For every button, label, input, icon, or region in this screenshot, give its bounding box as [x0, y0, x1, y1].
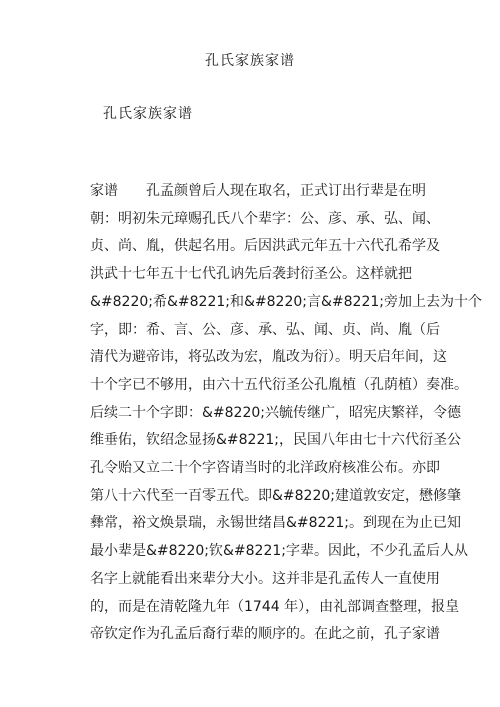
- body-line: 的，而是在清乾隆九年（1744 年），由礼部调查整理，报皇: [90, 598, 460, 615]
- document-title: 孔氏家族家谱: [205, 53, 295, 69]
- body-line: 维垂佑，钦绍念显扬&#8221;，民国八年由七十六代衍圣公: [90, 432, 461, 449]
- body-line: 孔令贻又立二十个字咨请当时的北洋政府核准公布。亦即: [90, 460, 440, 477]
- body-line: 贞、尚、胤，供起名用。后因洪武元年五十六代孔希学及: [90, 238, 440, 255]
- body-line: 第八十六代至一百零五代。即&#8220;建道敦安定，懋修肇: [90, 487, 461, 504]
- document-subtitle: 孔氏家族家谱: [103, 106, 193, 122]
- body-line: 家谱 孔孟颜曾后人现在取名，正式订出行辈是在明: [90, 183, 426, 199]
- body-line: 最小辈是&#8220;钦&#8221;字辈。因此，不少孔孟后人从: [90, 543, 468, 560]
- body-line: 十个字已不够用，由六十五代衍圣公孔胤植（孔荫植）奏准。: [90, 376, 468, 393]
- body-line: 洪武十七年五十七代孔讷先后袭封衍圣公。这样就把: [90, 266, 412, 283]
- body-line: 字，即：希、言、公、彦、承、弘、闻、贞、尚、胤（后: [90, 321, 440, 338]
- document-body: [90, 178, 482, 649]
- body-line: 后续二十个字即：&#8220;兴毓传继广，昭宪庆繁祥，令德: [90, 404, 461, 421]
- body-line: 帝钦定作为孔孟后裔行辈的顺序的。在此之前，孔子家谱: [90, 626, 440, 643]
- body-line: 清代为避帝讳，将弘改为宏，胤改为衍）。明天启年间，这: [90, 349, 447, 366]
- body-line: 朝：明初朱元璋赐孔氏八个辈字：公、彦、承、弘、闻、: [90, 210, 440, 227]
- body-line: 名字上就能看出来辈分大小。这并非是孔孟传人一直使用: [90, 570, 440, 587]
- body-line: &#8220;希&#8221;和&#8220;言&#8221;旁加上去为十个: [90, 293, 482, 310]
- body-line: 彝常，裕文焕景瑞，永锡世绪昌&#8221;。到现在为止已知: [90, 515, 461, 532]
